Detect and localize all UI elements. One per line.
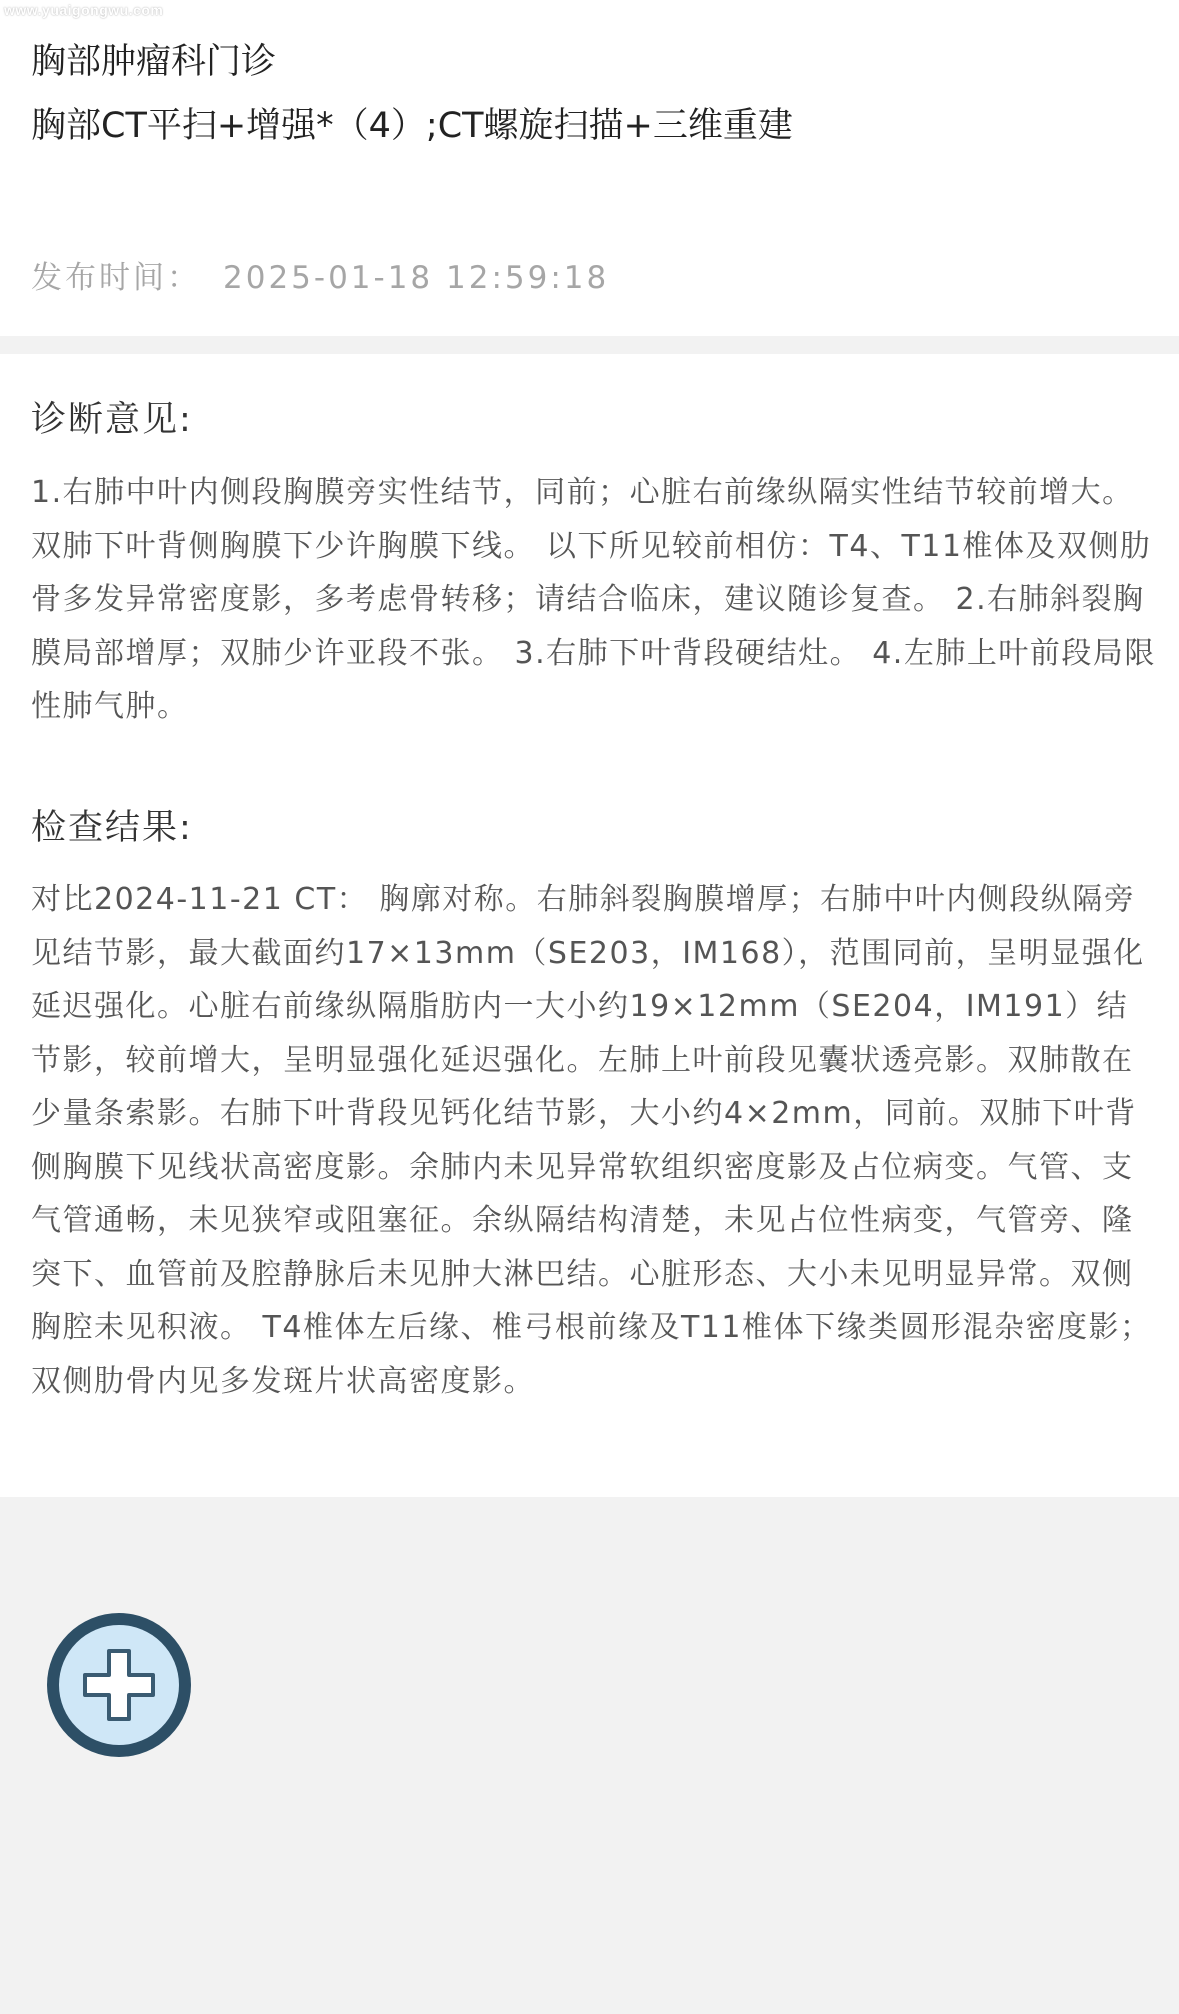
department-name: 胸部肿瘤科门诊: [31, 42, 277, 82]
exam-name: 胸部CT平扫+增强*（4）;CT螺旋扫描+三维重建: [31, 106, 793, 146]
add-button-face[interactable]: [59, 1625, 179, 1745]
plus-icon: [79, 1645, 159, 1725]
publish-label: 发布时间：: [31, 260, 201, 296]
add-button[interactable]: [47, 1613, 191, 1757]
diagnosis-title: 诊断意见:: [31, 400, 193, 440]
publish-info: [31, 258, 609, 298]
publish-time: 2025-01-18 12:59:18: [223, 260, 610, 296]
findings-title: 检查结果:: [31, 808, 193, 848]
watermark-text: www.yuaigongwu.com: [4, 2, 164, 18]
findings-text: 对比2024-11-21 CT： 胸廓对称。右肺斜裂胸膜增厚；右肺中叶内侧段纵隔旁见结节影，最大截面约17×13mm（SE203，IM168），范围同前，呈明显强化延迟强化。心脏右前缘纵隔脂肪内一大小约19×12mm（SE204，IM191）结节影，较前增大，呈明显强化延迟强化。左肺上叶前段见囊状透亮影。双肺散在少量条索影。右肺下叶背段见钙化结节影，大小约4×2mm，同前。双肺下叶背侧胸膜下见线状高密度影。余肺内未见异常软组织密度影及占位病变。气管、支气管通畅，未见狭窄或阻塞征。余纵隔结构清楚，未见占位性病变，气管旁、隆突下、血管前及腔静脉后未见肿大淋巴结。心脏形态、大小未见明显异常。双侧胸腔未见积液。 T4椎体左后缘、椎弓根前缘及T11椎体下缘类圆形混杂密度影；双侧肋骨内见多发斑片状高密度影。: [31, 882, 1152, 1399]
diagnosis-text: 1.右肺中叶内侧段胸膜旁实性结节，同前；心脏右前缘纵隔实性结节较前增大。 双肺下叶背侧胸膜下少许胸膜下线。 以下所见较前相仿：T4、T11椎体及双侧肋骨多发异常密度影，多考虑骨转移；请结合临床，建议随诊复查。 2.右肺斜裂胸膜局部增厚；双肺少许亚段不张。 3.右肺下叶背段硬结灶。 4.左肺上叶前段局限性肺气肿。: [31, 475, 1156, 724]
report-header: [0, 0, 1179, 336]
report-content: [0, 354, 1179, 1497]
